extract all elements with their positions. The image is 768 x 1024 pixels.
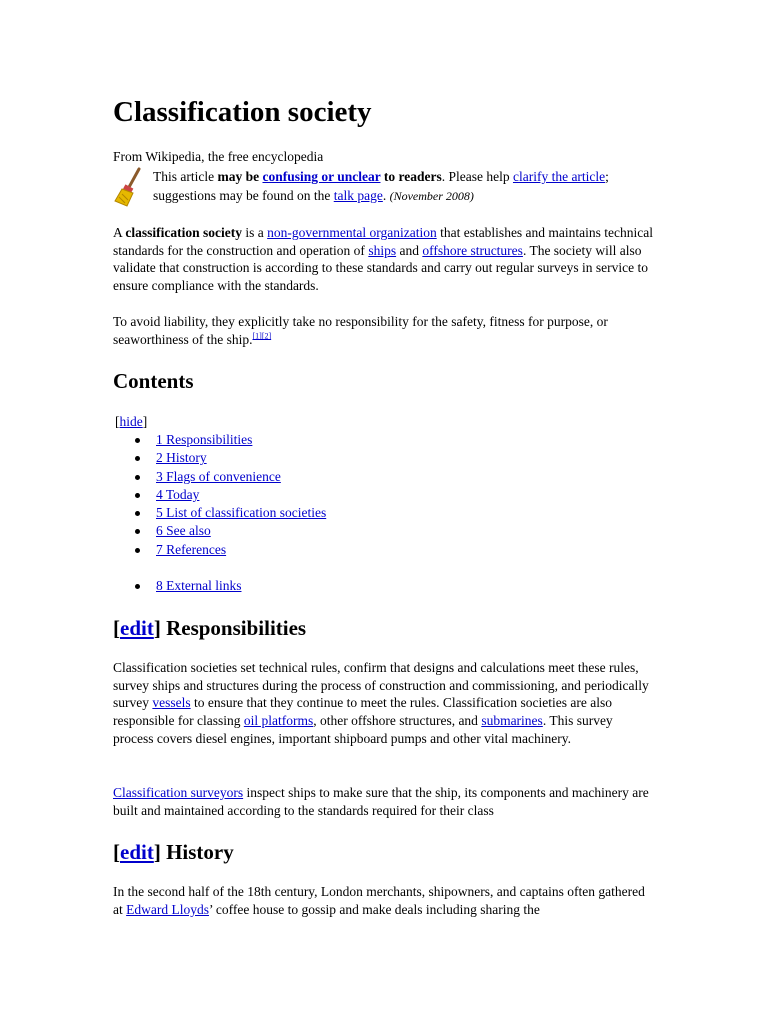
ships-link[interactable]: ships [368, 242, 397, 258]
toc-item [113, 486, 326, 504]
toc-link-flags-of-convenience[interactable]: 3 Flags of convenience [156, 468, 281, 484]
toc-item [113, 504, 326, 522]
notice-text: This article may be confusing or unclear to readers. Please help clarify the article; suggestions may be found on the talk page. (November 2008) [153, 169, 609, 203]
reference-link[interactable]: [1][2] [252, 331, 272, 341]
section-heading-history: [edit] History [113, 840, 234, 864]
section-heading-responsibilities: [edit] Responsibilities [113, 616, 307, 640]
toc-hide-toggle: [hide] [115, 414, 148, 429]
broom-icon [113, 167, 147, 207]
page-title: Classification society [113, 96, 372, 128]
responsibilities-paragraph-1: Classification societies set technical rules, confirm that designs and calculations meet these rules, survey ships and structures during the process of construction and commissioning, and periodically survey vessels to ensure that they continue to meet the rules. Classification societies are also responsible for classing oil platforms, other offshore structures, and submarines. This survey process covers diesel engines, important shipboard pumps and other vital machinery. [113, 660, 649, 746]
toc-link-responsibilities[interactable]: 1 Responsibilities [156, 432, 253, 447]
toc-list-continued [113, 577, 241, 595]
ngo-link[interactable]: non-governmental organization [267, 225, 437, 240]
submarines-link[interactable]: submarines [481, 713, 543, 729]
toc-hide-link[interactable]: hide [119, 414, 143, 429]
site-tagline: From Wikipedia, the free encyclopedia [113, 149, 324, 164]
clarify-link[interactable]: clarify the article [512, 169, 606, 184]
offshore-structures-link[interactable]: offshore structures [422, 242, 523, 258]
toc-link-external-links[interactable]: 8 External links [156, 578, 242, 593]
vessels-link[interactable]: vessels [152, 695, 191, 711]
toc-link-list-of-societies[interactable]: 5 List of classification societies [156, 505, 327, 521]
toc-title: Contents [113, 369, 194, 393]
intro-paragraph-2: To avoid liability, they explicitly take no responsibility for the safety, fitness for purpose, or seaworthiness of the ship.[1][2] [113, 314, 608, 347]
responsibilities-paragraph-2: Classification surveyors inspect ships to make sure that the ship, its components and machinery are built and maintained according to the standards required for their class [113, 785, 649, 818]
history-paragraph-1: In the second half of the 18th century, London merchants, shipowners, and captains often gathered at Edward Lloyds’ coffee house to gossip and make deals including sharing the [113, 884, 645, 917]
edit-responsibilities-link[interactable]: edit [120, 616, 154, 640]
toc-link-see-also[interactable]: 6 See also [156, 523, 211, 539]
toc-item [113, 431, 326, 449]
intro-paragraph-1: A classification society is a non-governmental organization that establishes and maintains technical standards for the construction and operation of ships and offshore structures. The society will also validate that construction is according to these standards and carry out regular surveys in service to ensure compliance with the standards. [113, 225, 654, 294]
edward-lloyds-link[interactable]: Edward Lloyds [126, 901, 209, 917]
toc-link-references[interactable]: 7 References [156, 541, 227, 557]
toc-link-history[interactable]: 2 History [156, 450, 207, 466]
toc-link-today[interactable]: 4 Today [156, 486, 200, 502]
toc-list [113, 431, 326, 559]
toc-item [113, 449, 326, 467]
toc-item [113, 541, 326, 559]
notice-date: (November 2008) [389, 189, 474, 203]
classification-surveyors-link[interactable]: Classification surveyors [113, 785, 244, 800]
edit-history-link[interactable]: edit [120, 840, 154, 864]
talk-page-link[interactable]: talk page [333, 188, 383, 203]
oil-platforms-link[interactable]: oil platforms [243, 713, 314, 729]
toc-item [113, 468, 326, 486]
confusing-link[interactable]: confusing or unclear [262, 169, 381, 184]
toc-item [113, 522, 326, 540]
toc-item [113, 577, 241, 595]
